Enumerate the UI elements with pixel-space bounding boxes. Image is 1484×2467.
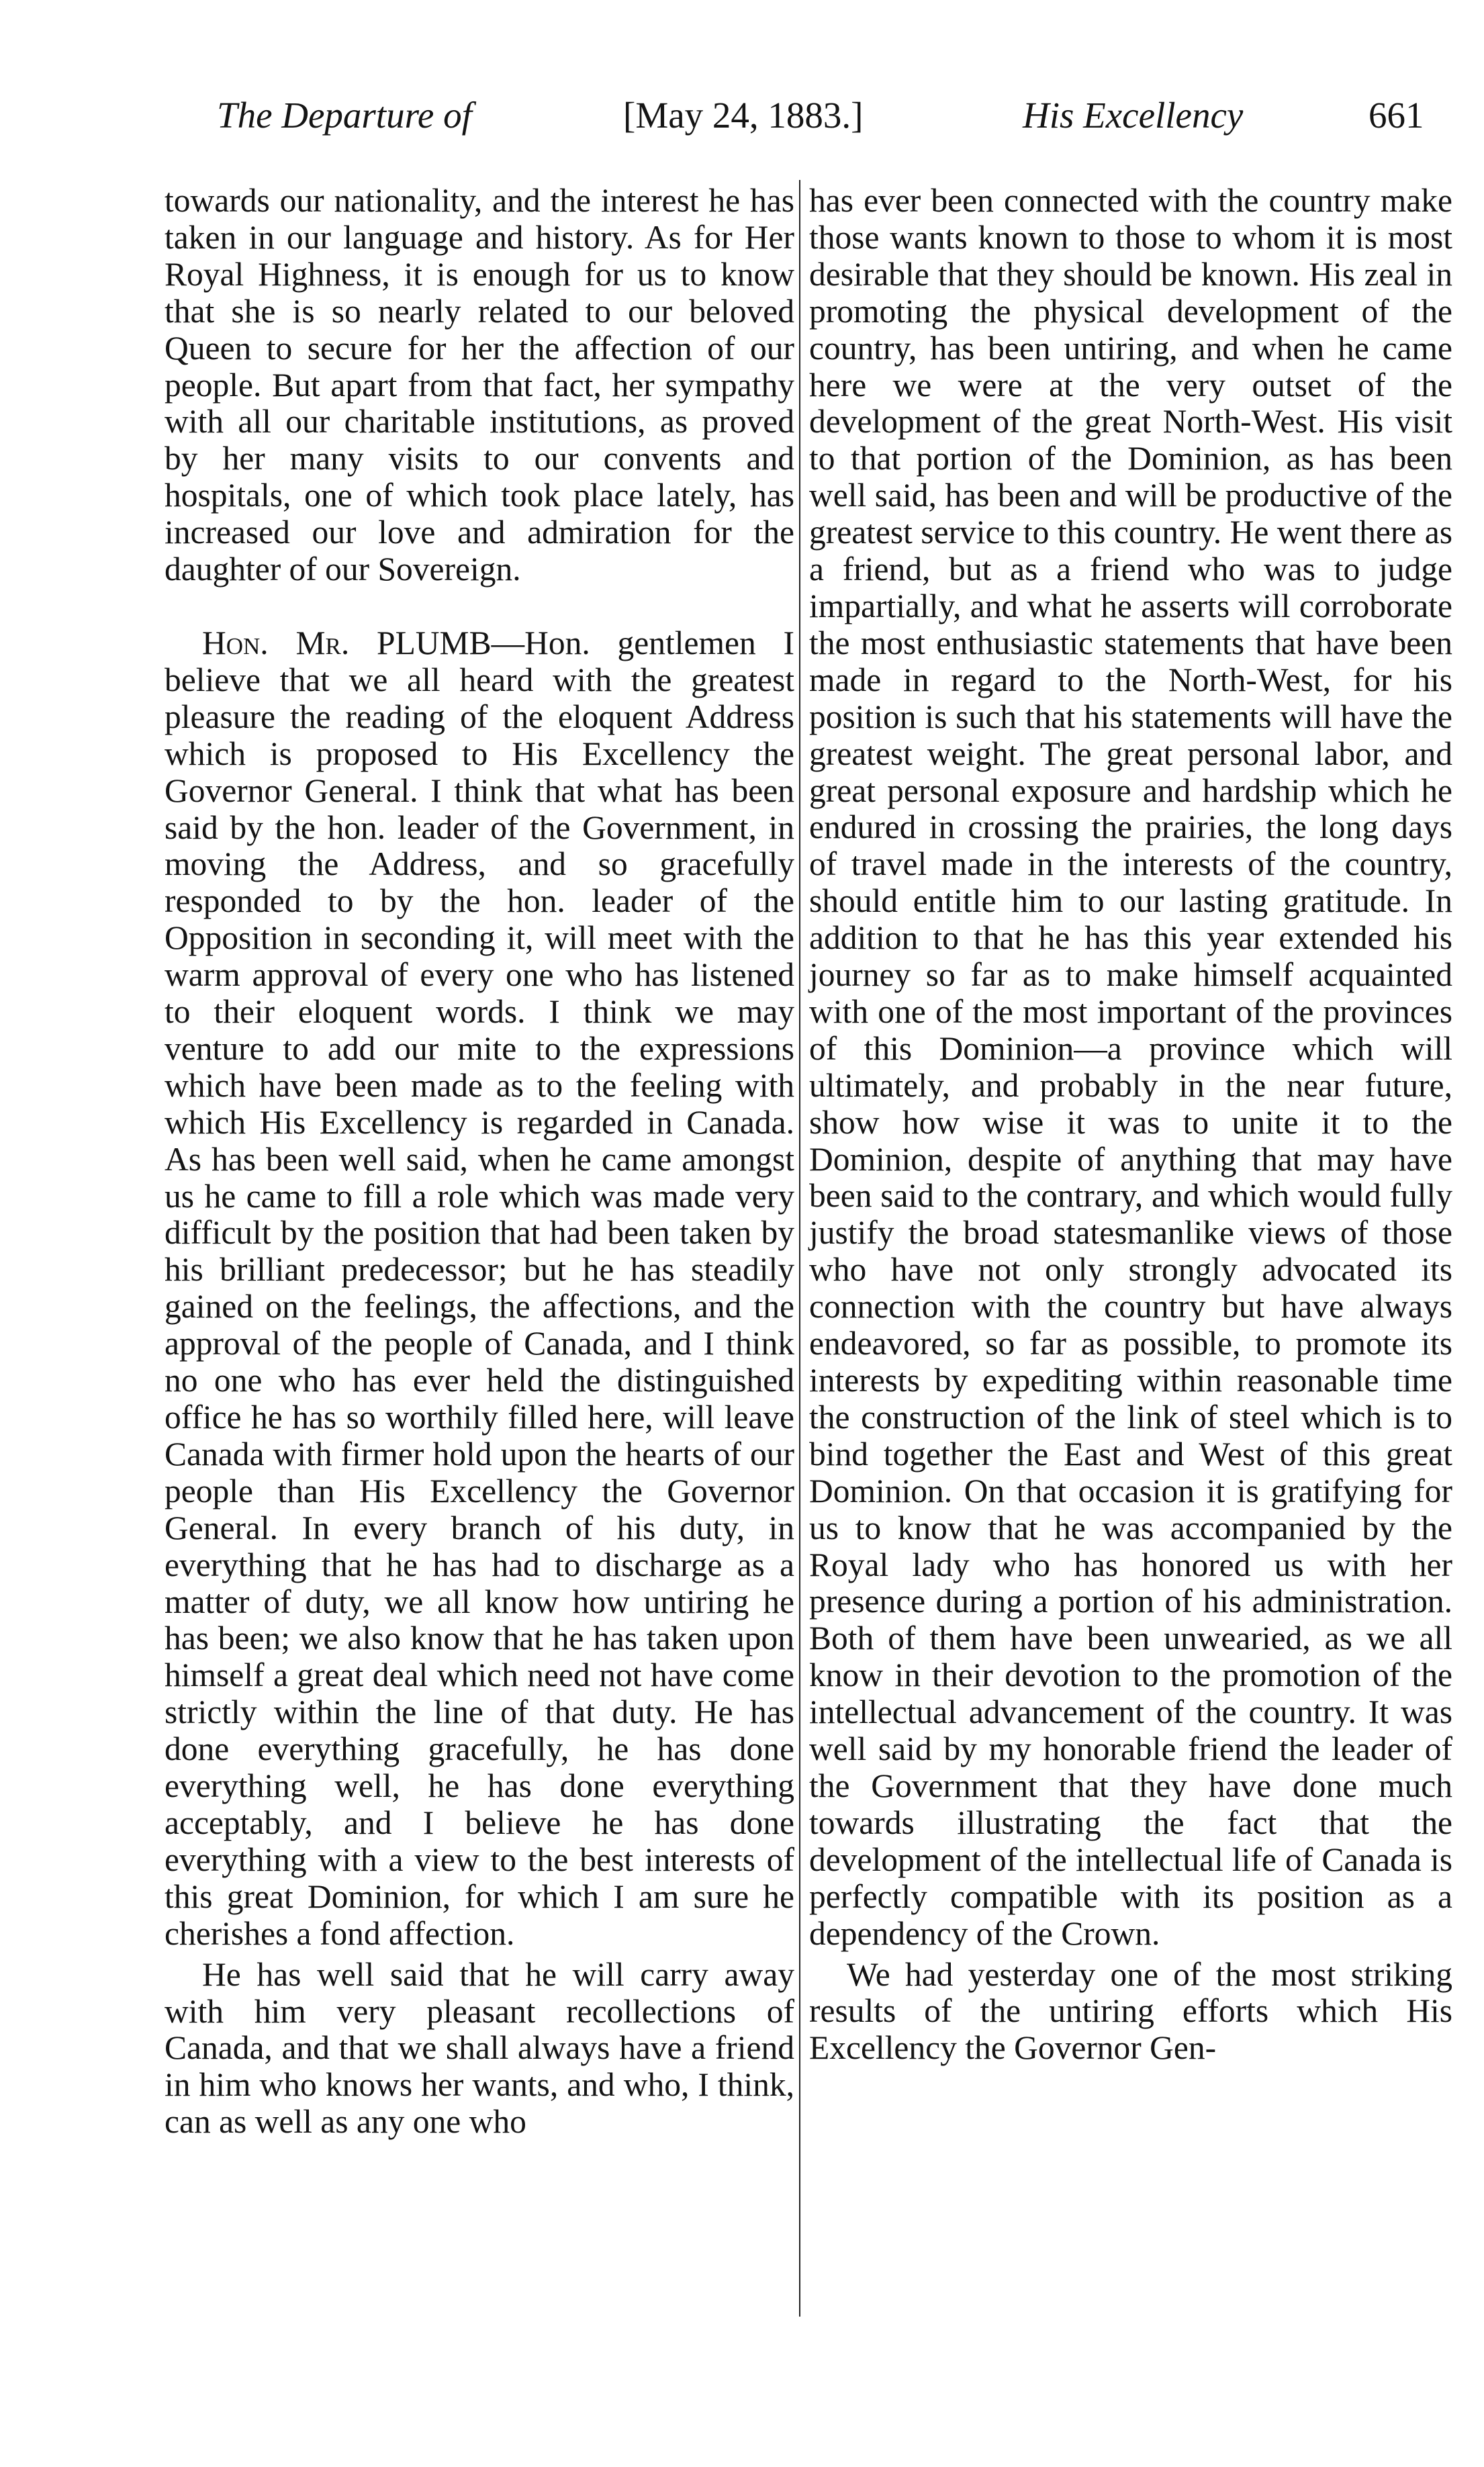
speech-paragraph — [165, 625, 794, 1953]
running-header — [167, 94, 1456, 154]
paragraph: towards our nationality, and the interest he has taken in our language and history. As for Her Royal Highness, it is enough for us to know that she is so nearly related to our beloved Queen to secure for her the affection of our people. But apart from that fact, her sympathy with all our charitable institutions, as proved by her many visits to our convents and hospitals, one of which took place lately, has increased our love and admiration for the daughter of our Sovereign. — [165, 182, 794, 588]
speech-text: —Hon. gentlemen I believe that we all heard with the greatest pleasure the reading of the eloquent Address which is proposed to His Excellency the Governor General. I think that what has been said by the hon. leader of the Government, in moving the Address, and so gracefully responded to by the hon. leader of the Opposition in seconding it, will meet with the warm approval of every one who has listened to their eloquent words. I think we may venture to add our mite to the expressions which have been made as to the feeling with which His Excellency is regarded in Canada. As has been well said, when he came amongst us he came to fill a role which was made very difficult by the position that had been taken by his brilliant predecessor; but he has steadily gained on the feelings, the affections, and the approval of the people of Canada, and I think no one who has ever held the distinguished office he has so worthily filled here, will leave Canada with firmer hold upon the hearts of our people than His Excellency the Governor General. In every branch of his duty, in everything that he has had to discharge as a matter of duty, we all know how untiring he has been; we also know that he has taken upon himself a great deal which need not have come strictly within the line of that duty. He has done everything gracefully, he has done everything well, he has done everything acceptably, and I believe he has done everything with a view to the best interests of this great Dominion, for which I am sure he cherishes a fond affection. — [165, 624, 795, 1952]
speaker-name: Hon. Mr. PLUMB — [202, 624, 492, 661]
header-left-title: The Departure of — [217, 95, 472, 136]
paragraph: He has well said that he will carry away with him very pleasant recollections of Canada, and that we shall always have a friend in him who knows her wants, and who, I think, can as well as any one who — [165, 1955, 794, 2141]
header-date: [May 24, 1883.] — [623, 95, 864, 136]
header-right-title: His Excellency — [1023, 95, 1244, 136]
right-column — [809, 183, 1452, 2067]
page-number: 661 — [1369, 95, 1424, 136]
column-divider — [799, 180, 800, 2317]
paragraph: has ever been connected with the country make those wants known to those to whom it is most desirable that they should be known. His zeal in promoting the physical development of the country, has been untiring, and when he came here we were at the very outset of the development of the great North-West. His visit to that portion of the Dominion, as has been well said, has been and will be productive of the greatest service to this country. He went there as a friend, but as a friend who was to judge impartially, and what he asserts will corroborate the most enthusiastic statements that have been made in regard to the North-West, for his position is such that his statements will have the greatest weight. The great personal labor, and great personal exposure and hardship which he endured in crossing the prairies, the long days of travel made in the interests of the country, should entitle him to our lasting gratitude. In addition to that he has this year extended his journey so far as to make himself acquainted with one of the most important of the provinces of this Dominion—a province which will ultimately, and probably in the near future, show how wise it was to unite it to the Dominion, despite of anything that may have been said to the contrary, and which would fully justify the broad statesmanlike views of those who have not only strongly advocated its connection with the country but have always endeavored, so far as possible, to promote its interests by expediting within reasonable time the construction of the link of steel which is to bind together the East and West of this great Dominion. On that occasion it is gratifying for us to know that he was accompanied by the Royal lady who has honored us with her presence during a portion of his administration. Both of them have been unwearied, as we all know in their devotion to the promotion of the intellectual advancement of the country. It was well said by my honorable friend the leader of the Government that they have done much towards illustrating the fact that the development of the intellectual life of Canada is perfectly compatible with its position as a dependency of the Crown. — [809, 182, 1452, 1952]
paragraph: We had yesterday one of the most striking results of the untiring efforts which His Excellency the Governor Gen- — [809, 1955, 1452, 2067]
left-column — [165, 183, 794, 2141]
